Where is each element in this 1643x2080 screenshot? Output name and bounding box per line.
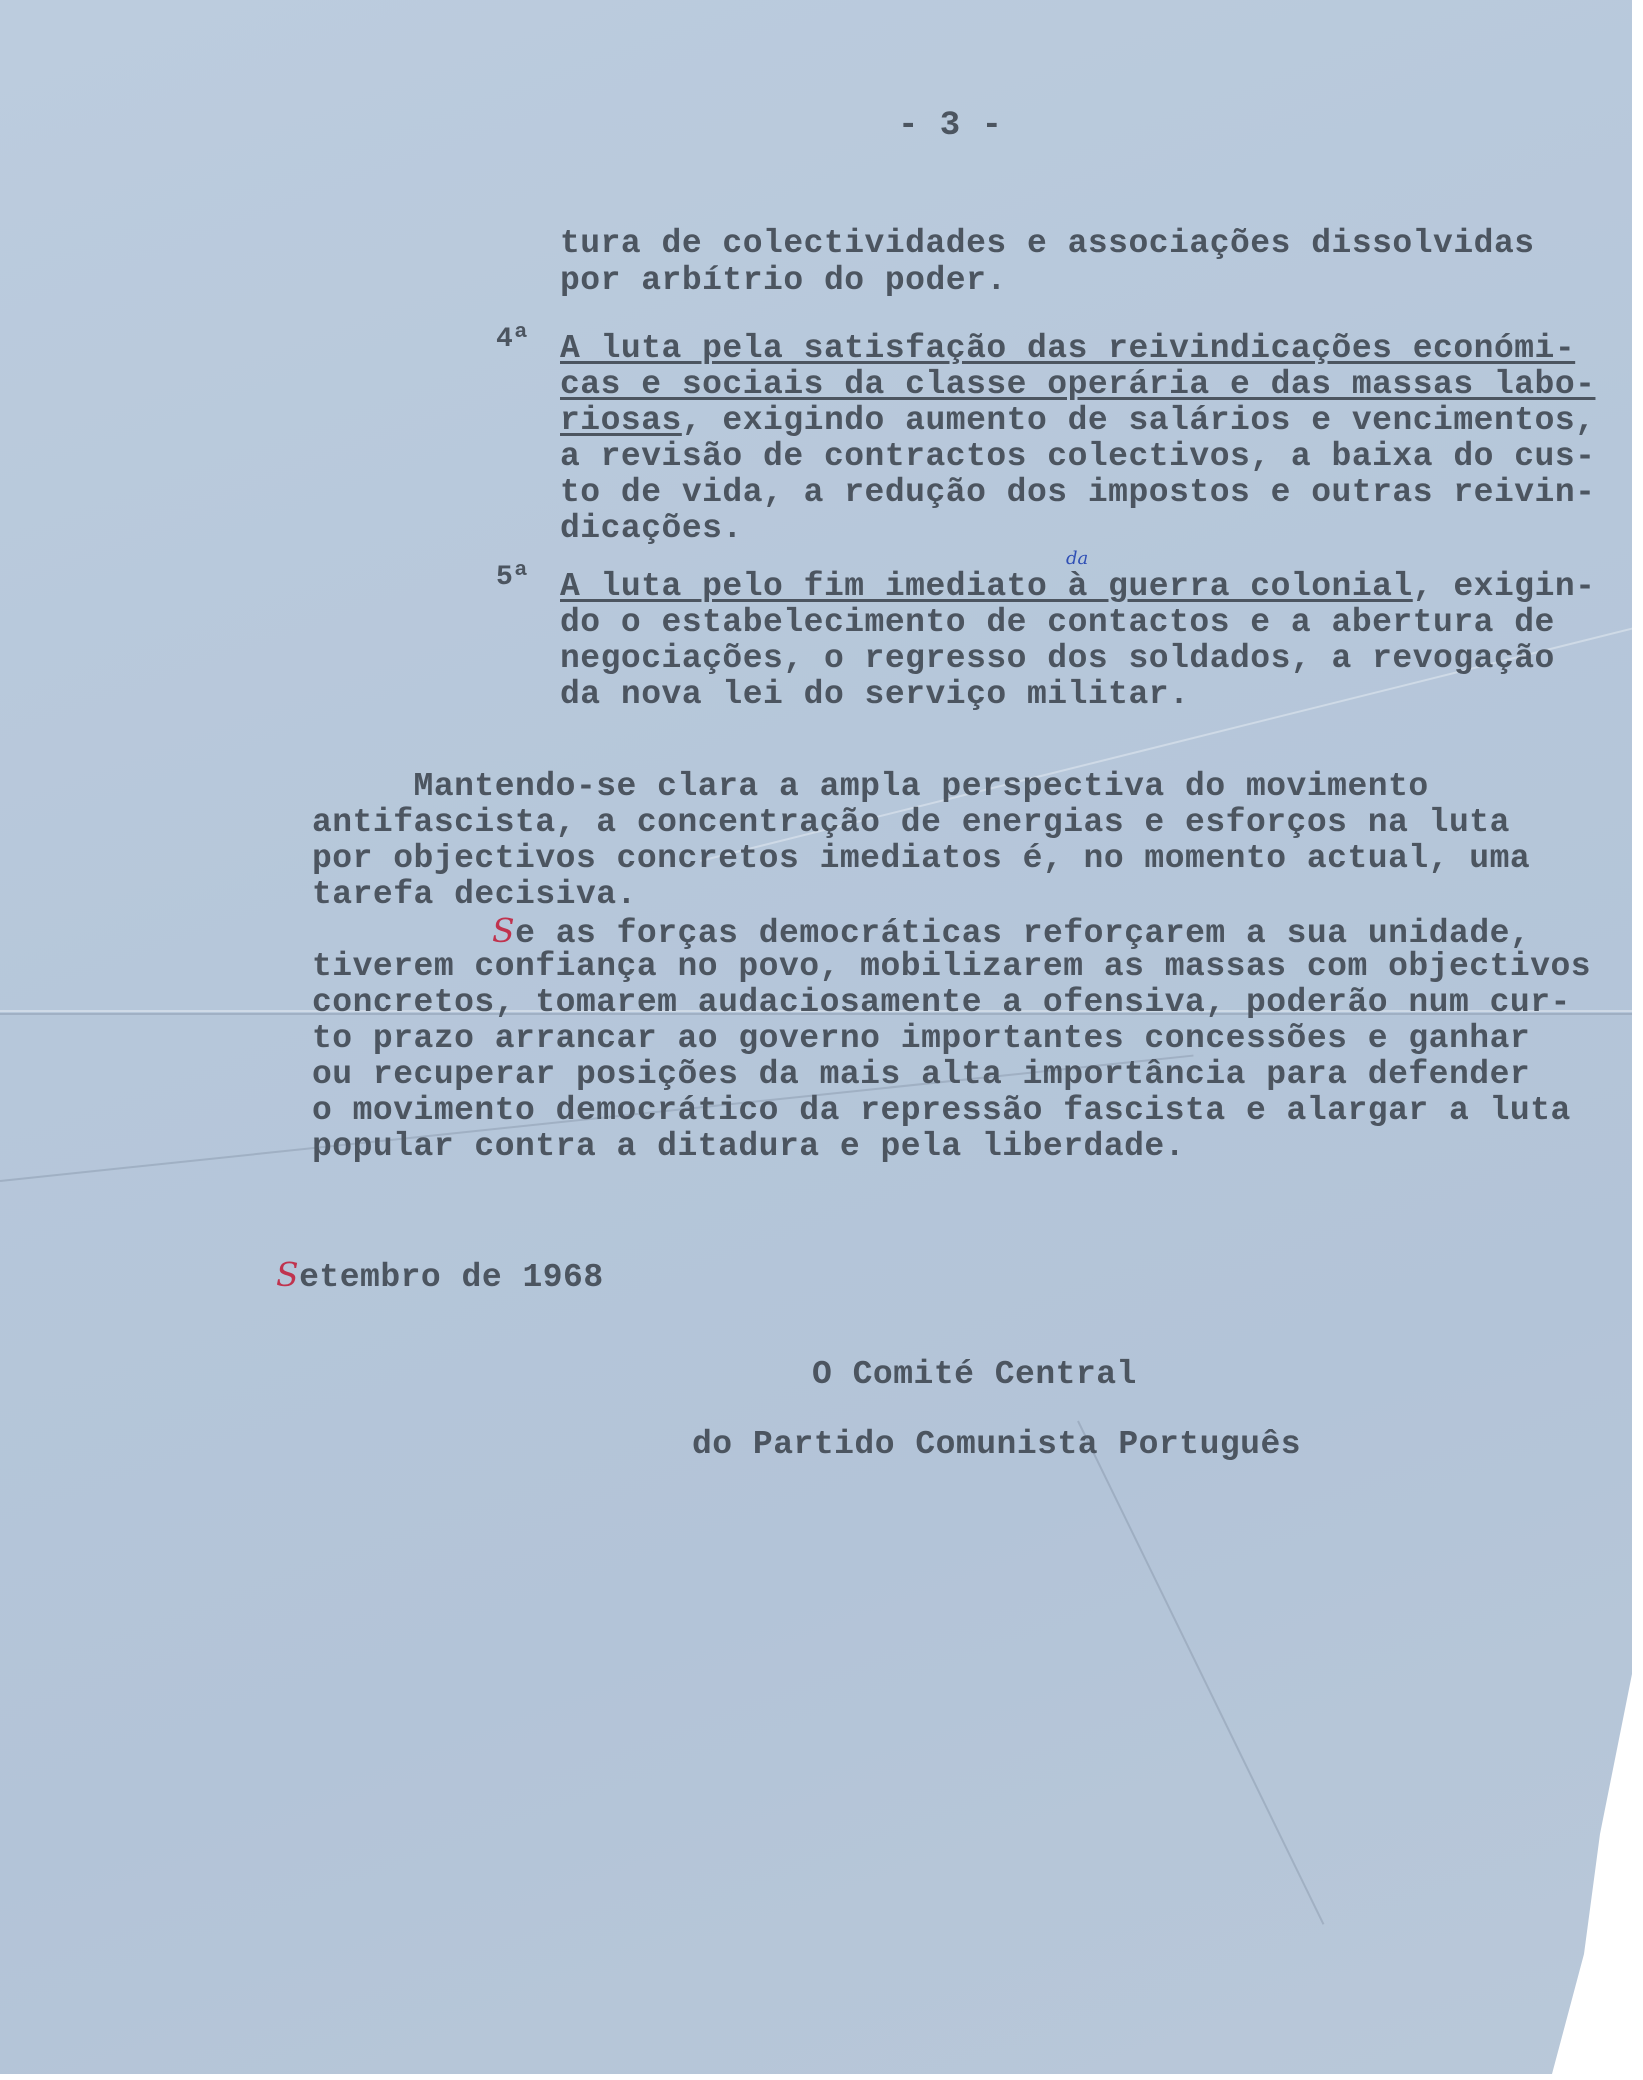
- item-4-line-3-rest: , exigindo aumento de salários e vencimentos,: [681, 402, 1596, 439]
- fold-crease-vertical: [1077, 1421, 1324, 1925]
- item-5-line-1: [560, 568, 1595, 605]
- paragraph-2-line-5: ou recuperar posições da mais alta importância para defender: [312, 1056, 1531, 1093]
- paragraph-2-line-1-rest: e as forças democráticas reforçarem a sua unidade,: [515, 915, 1531, 952]
- handwritten-date-s: S: [276, 1255, 300, 1294]
- item-4-line-4: a revisão de contractos colectivos, a baixa do cus-: [560, 438, 1596, 475]
- paragraph-2-line-1: [492, 912, 1530, 952]
- paragraph-1-line-4: tarefa decisiva.: [312, 876, 637, 913]
- paragraph-2-line-2: tiverem confiança no povo, mobilizarem as massas com objectivos: [312, 948, 1592, 985]
- date-rest: etembro de 1968: [299, 1259, 604, 1296]
- signature-line-2: do Partido Comunista Português: [692, 1426, 1302, 1463]
- item-4-number: 4ª: [496, 324, 530, 355]
- item-4-line-6: dicações.: [560, 510, 743, 547]
- item-4-heading-line-1: A luta pela satisfação das reivindicações económi-: [560, 330, 1576, 367]
- item-5-line-1-rest: , exigin-: [1412, 568, 1596, 605]
- item-5-line-4: da nova lei do serviço militar.: [560, 676, 1190, 713]
- page-number: - 3 -: [898, 107, 1003, 145]
- item-5-heading: A luta pelo fim imediato à guerra colonial: [560, 568, 1413, 605]
- paragraph-2-line-3: concretos, tomarem audaciosamente a ofensiva, poderão num cur-: [312, 984, 1571, 1021]
- paragraph-2-line-6: o movimento democrático da repressão fascista e alargar a luta: [312, 1092, 1571, 1129]
- intro-line-1: tura de colectividades e associações dissolvidas: [560, 225, 1535, 262]
- handwritten-letter-s: S: [492, 911, 516, 950]
- signature-line-1: O Comité Central: [812, 1356, 1137, 1393]
- item-5-line-3: negociações, o regresso dos soldados, a revogação: [560, 640, 1555, 677]
- paragraph-2-line-7: popular contra a ditadura e pela liberdade.: [312, 1128, 1186, 1165]
- paragraph-2-line-4: to prazo arrancar ao governo importantes concessões e ganhar: [312, 1020, 1531, 1057]
- handwritten-correction-da: da: [1066, 548, 1089, 569]
- item-5-number: 5ª: [496, 562, 530, 593]
- paragraph-1-line-1: Mantendo-se clara a ampla perspectiva do movimento: [312, 768, 1429, 805]
- item-4-heading-line-2: cas e sociais da classe operária e das massas labo-: [560, 366, 1596, 403]
- item-4-line-3: [560, 402, 1595, 439]
- document-date: [276, 1256, 604, 1296]
- intro-line-2: por arbítrio do poder.: [560, 262, 1007, 299]
- paragraph-1-line-2: antifascista, a concentração de energias e esforços na luta: [312, 804, 1510, 841]
- item-4-heading-line-3: riosas: [560, 402, 682, 439]
- paragraph-1-line-3: por objectivos concretos imediatos é, no momento actual, uma: [312, 840, 1531, 877]
- item-4-line-5: to de vida, a redução dos impostos e outras reivin-: [560, 474, 1596, 511]
- item-5-line-2: do o estabelecimento de contactos e a abertura de: [560, 604, 1555, 641]
- torn-corner: [1552, 1674, 1632, 2074]
